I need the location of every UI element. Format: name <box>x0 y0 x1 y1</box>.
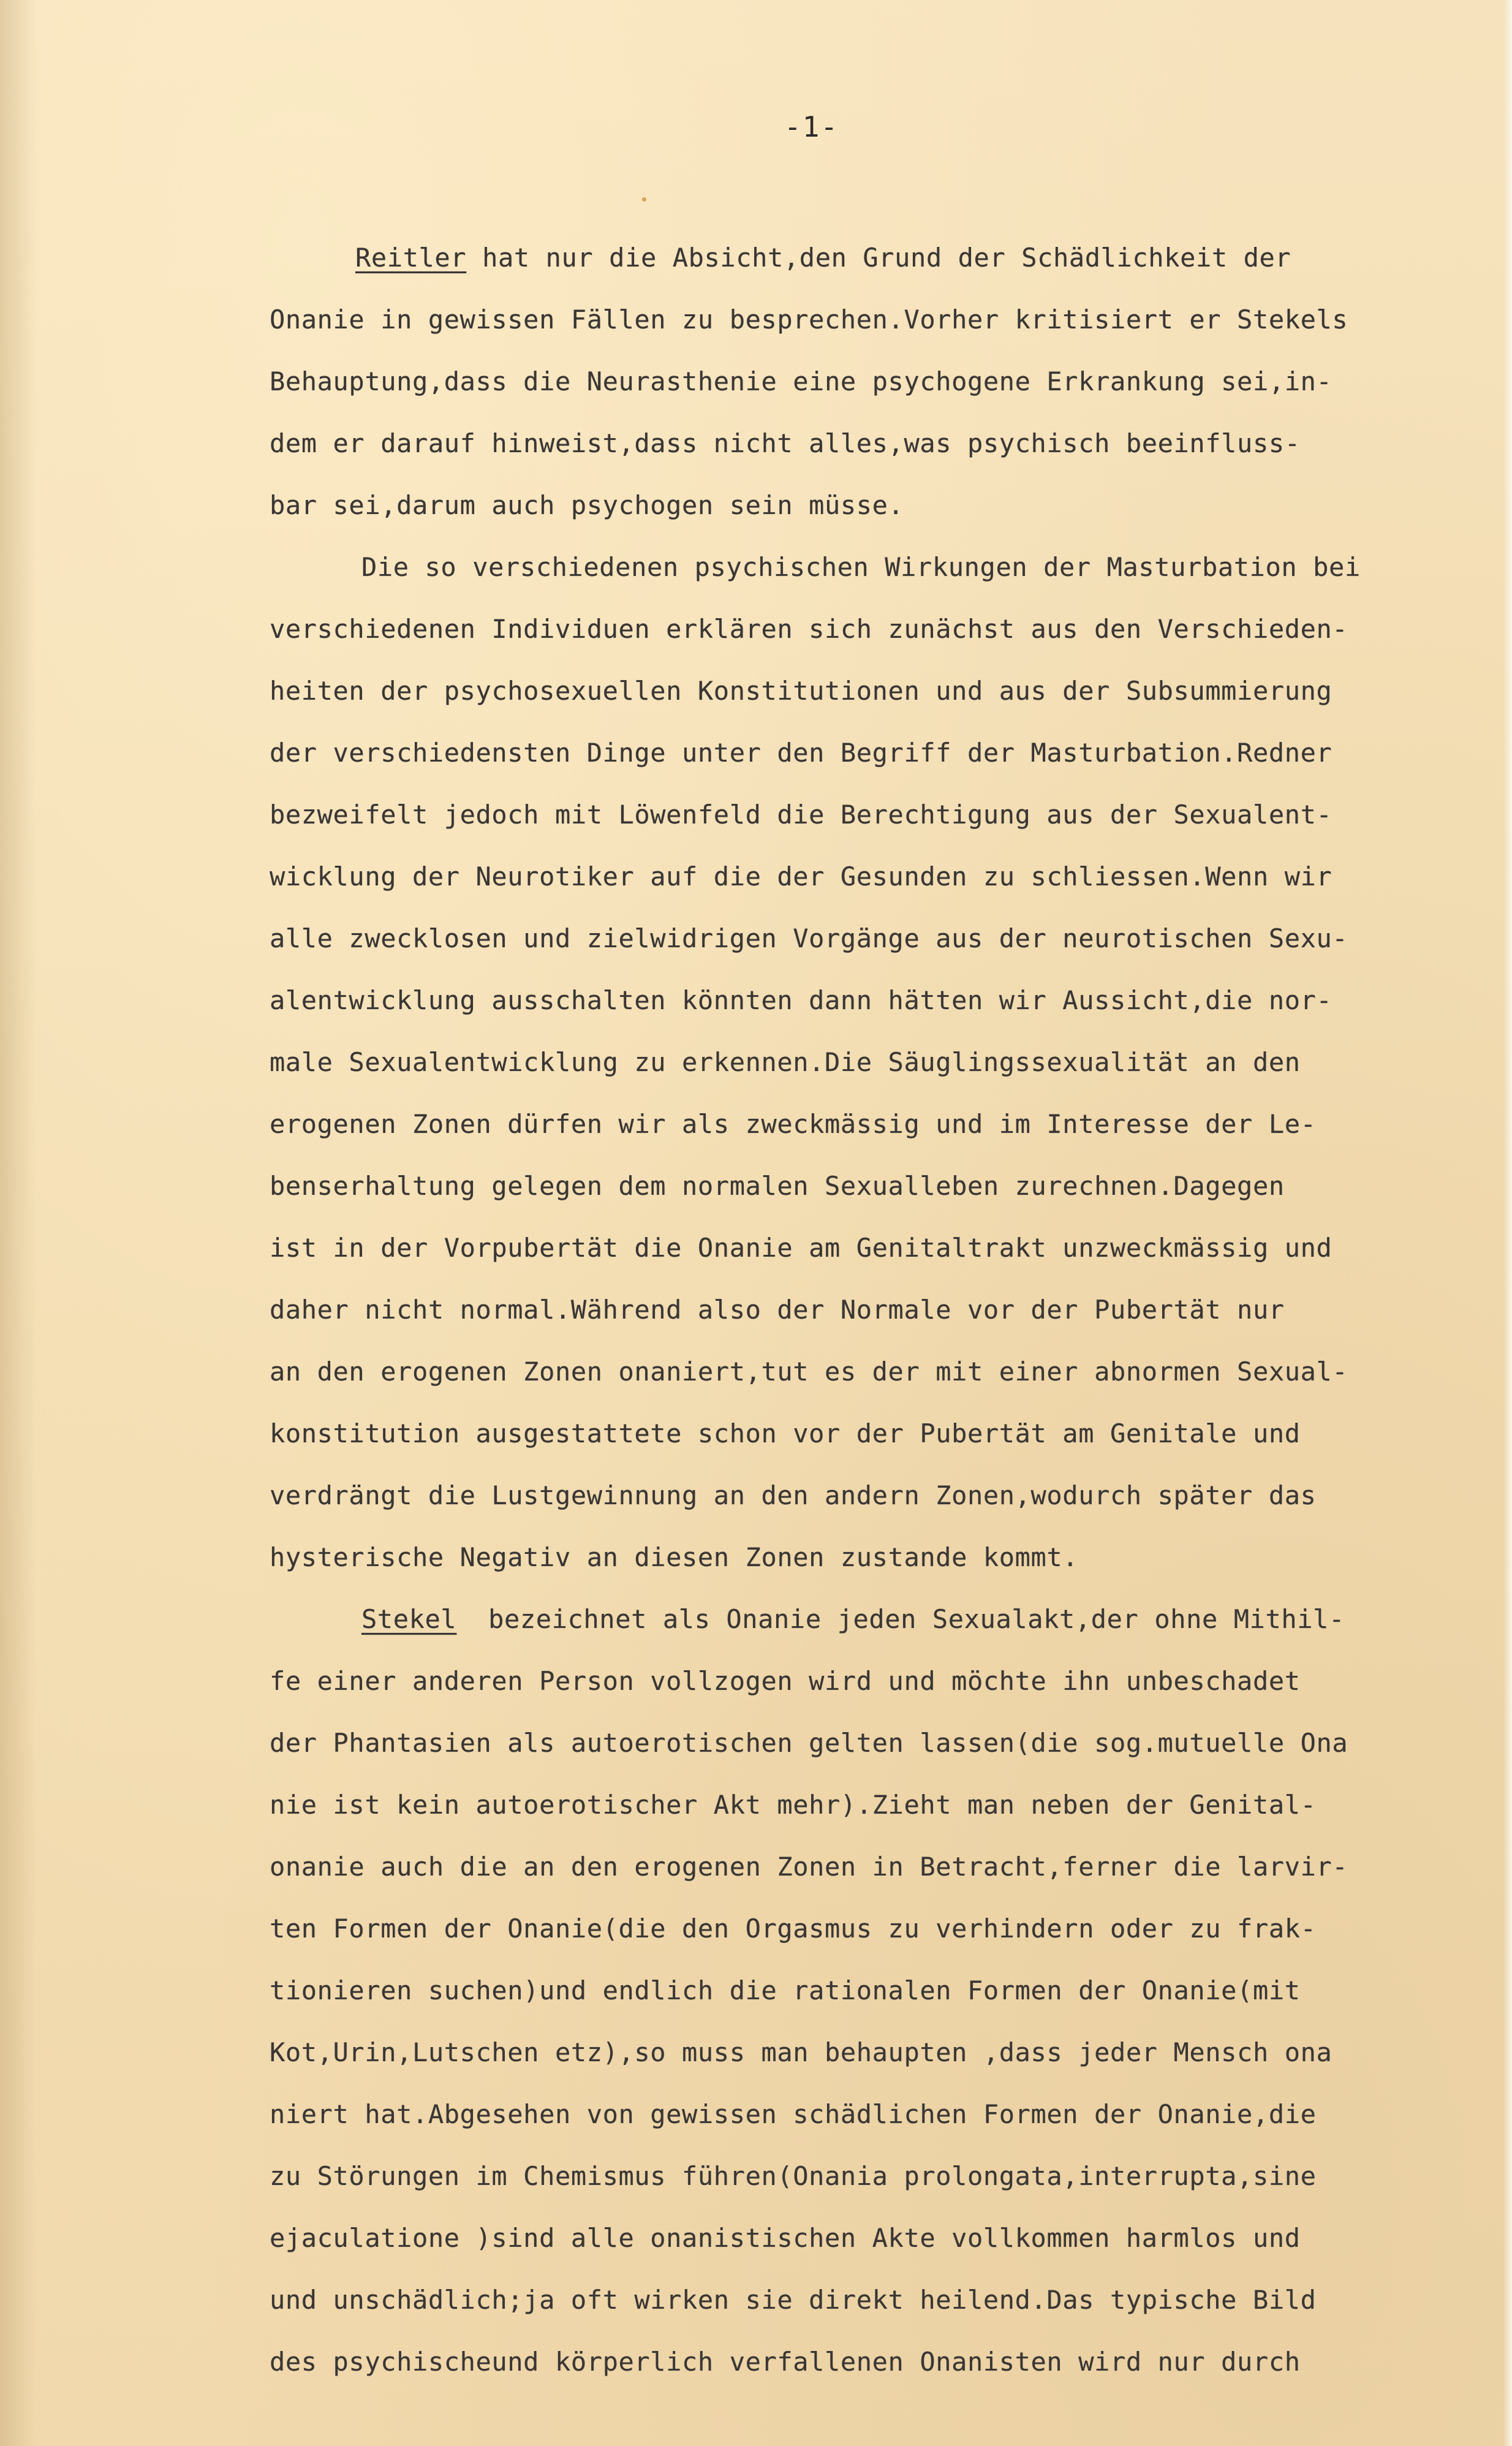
line-text: ten Formen der Onanie(die den Orgasmus zu verhindern oder zu frak- <box>270 1914 1317 1944</box>
text-line <box>270 2083 1501 2145</box>
paper-speck <box>642 197 646 202</box>
author-name: Reitler <box>355 243 467 273</box>
text-line <box>270 969 1501 1031</box>
text-line <box>270 722 1501 784</box>
line-text: der verschiedensten Dinge unter den Begriff der Masturbation.Redner <box>270 738 1332 768</box>
text-line <box>270 1650 1501 1712</box>
text-line <box>270 2207 1501 2269</box>
text-line <box>270 598 1501 660</box>
text-line <box>270 1279 1501 1341</box>
text-line <box>270 1093 1501 1155</box>
text-line <box>270 1526 1501 1588</box>
line-text: verschiedenen Individuen erklären sich zunächst aus den Verschieden- <box>270 614 1348 644</box>
text-line <box>270 1898 1501 1959</box>
text-line <box>270 536 1501 598</box>
line-text: bezeichnet als Onanie jeden Sexualakt,der ohne Mithil- <box>456 1604 1345 1634</box>
line-text: ejaculatione )sind alle onanistischen Akte vollkommen harmlos und <box>270 2223 1301 2253</box>
line-text: konstitution ausgestattete schon vor der Pubertät am Genitale und <box>270 1418 1301 1448</box>
line-text: des psychischeund körperlich verfallenen Onanisten wird nur durch <box>270 2347 1301 2377</box>
text-line <box>270 2021 1501 2083</box>
line-text: daher nicht normal.Während also der Normale vor der Pubertät nur <box>270 1295 1285 1325</box>
line-text: erogenen Zonen dürfen wir als zweckmässig und im Interesse der Le- <box>270 1109 1317 1139</box>
line-text: bezweifelt jedoch mit Löwenfeld die Berechtigung aus der Sexualent- <box>270 800 1332 830</box>
line-text: wicklung der Neurotiker auf die der Gesunden zu schliessen.Wenn wir <box>270 861 1332 892</box>
body-text <box>270 227 1501 2393</box>
text-line <box>270 846 1501 907</box>
line-text: alle zwecklosen und zielwidrigen Vorgänge aus der neurotischen Sexu- <box>270 923 1348 953</box>
text-line <box>270 1341 1501 1403</box>
line-text: nie ist kein autoerotischer Akt mehr).Zieht man neben der Genital- <box>270 1790 1317 1820</box>
line-text: Die so verschiedenen psychischen Wirkungen der Masturbation bei <box>361 552 1361 582</box>
text-line <box>270 412 1501 474</box>
text-line <box>270 907 1501 969</box>
line-text: tionieren suchen)und endlich die rationalen Formen der Onanie(mit <box>270 1975 1301 2005</box>
page-number: -1- <box>784 110 839 143</box>
line-text: der Phantasien als autoerotischen gelten lassen(die sog.mutuelle Ona <box>270 1728 1348 1758</box>
line-text: Behauptung,dass die Neurasthenie eine psychogene Erkrankung sei,in- <box>270 366 1332 396</box>
text-line <box>270 474 1501 536</box>
line-text: Kot,Urin,Lutschen etz),so muss man behaupten ,dass jeder Mensch ona <box>270 2037 1332 2067</box>
line-text: onanie auch die an den erogenen Zonen in Betracht,ferner die larvir- <box>270 1852 1348 1882</box>
text-line <box>270 1464 1501 1526</box>
line-text: hysterische Negativ an diesen Zonen zustande kommt. <box>270 1542 1079 1572</box>
text-line <box>270 1155 1501 1217</box>
text-line <box>270 1712 1501 1774</box>
text-line <box>270 660 1501 722</box>
paper-edge-shadow <box>0 0 37 2446</box>
line-text: hat nur die Absicht,den Grund der Schädlichkeit der <box>466 243 1291 273</box>
text-line <box>270 1217 1501 1279</box>
text-line <box>270 1403 1501 1464</box>
line-text: benserhaltung gelegen dem normalen Sexualleben zurechnen.Dagegen <box>270 1171 1285 1201</box>
text-line <box>270 2269 1501 2331</box>
line-text: heiten der psychosexuellen Konstitutionen und aus der Subsummierung <box>270 676 1332 706</box>
text-line <box>270 2331 1501 2393</box>
text-line <box>270 289 1501 350</box>
line-text: niert hat.Abgesehen von gewissen schädlichen Formen der Onanie,die <box>270 2099 1317 2129</box>
text-line <box>270 1836 1501 1898</box>
author-name: Stekel <box>361 1604 457 1634</box>
text-line <box>270 350 1501 412</box>
line-text: an den erogenen Zonen onaniert,tut es der mit einer abnormen Sexual- <box>270 1357 1348 1387</box>
text-line <box>270 1959 1501 2021</box>
text-line <box>270 1774 1501 1836</box>
text-line <box>270 1031 1501 1093</box>
line-text: ist in der Vorpubertät die Onanie am Genitaltrakt unzweckmässig und <box>270 1233 1332 1263</box>
text-line <box>270 784 1501 846</box>
line-text: male Sexualentwicklung zu erkennen.Die Säuglingssexualität an den <box>270 1047 1301 1077</box>
line-text: fe einer anderen Person vollzogen wird und möchte ihn unbeschadet <box>270 1666 1301 1696</box>
line-text: und unschädlich;ja oft wirken sie direkt heilend.Das typische Bild <box>270 2285 1317 2315</box>
text-line <box>270 2145 1501 2207</box>
paper-right-edge <box>1503 0 1512 2446</box>
line-text: zu Störungen im Chemismus führen(Onania prolongata,interrupta,sine <box>270 2161 1317 2191</box>
text-line <box>270 227 1501 289</box>
line-text: dem er darauf hinweist,dass nicht alles,was psychisch beeinfluss- <box>270 428 1301 458</box>
text-line <box>270 1588 1501 1650</box>
line-text: alentwicklung ausschalten könnten dann hätten wir Aussicht,die nor- <box>270 985 1332 1015</box>
line-text: Onanie in gewissen Fällen zu besprechen.Vorher kritisiert er Stekels <box>270 305 1348 335</box>
line-text: verdrängt die Lustgewinnung an den andern Zonen,wodurch später das <box>270 1480 1317 1510</box>
line-text: bar sei,darum auch psychogen sein müsse. <box>270 490 904 520</box>
